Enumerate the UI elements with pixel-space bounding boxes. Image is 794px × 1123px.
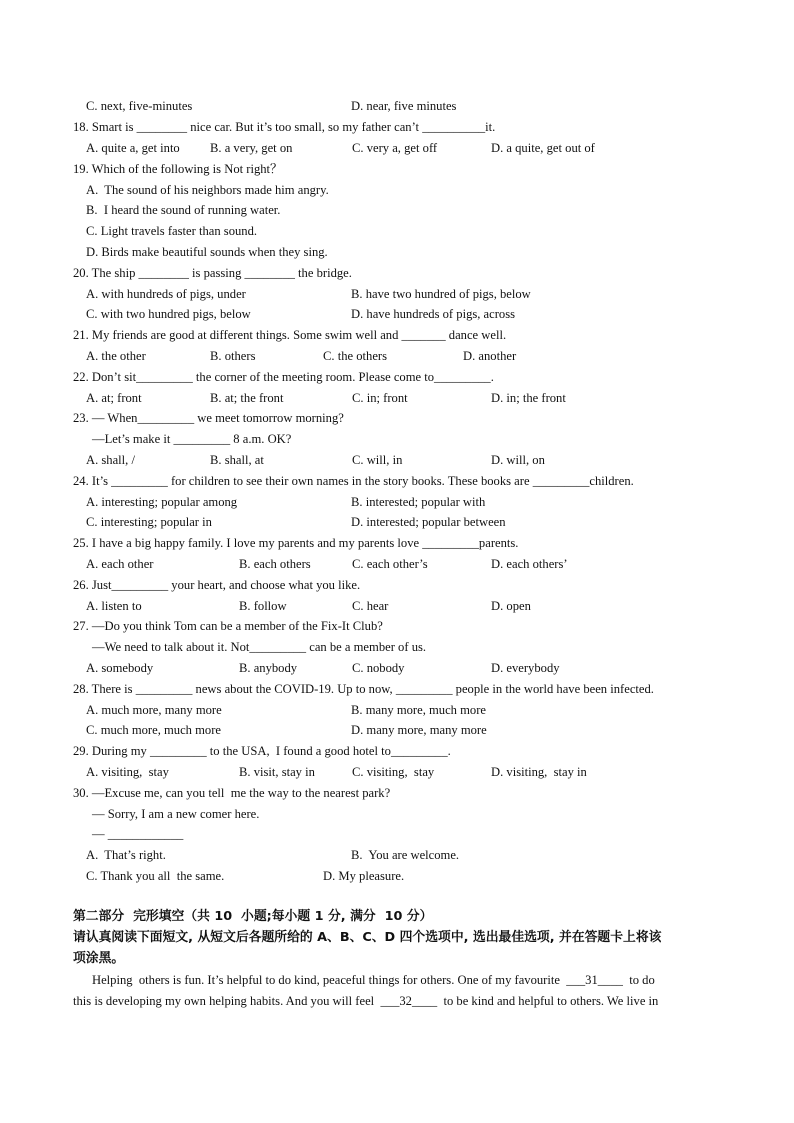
answer-option: A. with hundreds of pigs, under [86, 287, 246, 301]
answer-option: C. interesting; popular in [86, 515, 212, 529]
question-stem: 19. Which of the following is Not right？ [73, 162, 283, 176]
answer-option: A. each other [86, 557, 154, 571]
answer-option: B. a very, get on [210, 141, 293, 155]
question-stem: 22. Don’t sit_________ the corner of the meeting room. Please come to_________. [73, 370, 494, 384]
answer-option: A. interesting; popular among [86, 495, 238, 509]
answer-option: C. next, five-minutes [86, 99, 193, 113]
answer-option: A. somebody [86, 661, 154, 675]
blank-32: ___32____ [380, 994, 438, 1008]
question-stem: 27. —Do you think Tom can be a member of the Fix-It Club? [73, 619, 383, 633]
answer-option: B. each others [239, 557, 311, 571]
passage-text: Helping others is fun. It’s helpful to do kind, peaceful things for others. One of my favourite [92, 973, 567, 987]
answer-option: B. I heard the sound of running water. [86, 203, 281, 217]
answer-option: C. with two hundred pigs, below [86, 307, 251, 321]
question-stem: 21. My friends are good at different things. Some swim well and _______ dance well. [73, 328, 507, 342]
blank-31: ___31____ [566, 973, 623, 987]
answer-option: C. visiting, stay [352, 765, 435, 779]
answer-option: D. another [463, 349, 517, 363]
passage-text: to be kind and helpful to others. We live in [437, 994, 659, 1008]
answer-option: B. anybody [239, 661, 298, 675]
answer-option: C. nobody [352, 661, 405, 675]
answer-option: C. Light travels faster than sound. [86, 224, 258, 238]
question-stem: 18. Smart is ________ nice car. But it’s too small, so my father can’t __________it. [73, 120, 496, 134]
answer-option: D. My pleasure. [323, 869, 405, 883]
answer-option: C. Thank you all the same. [86, 869, 225, 883]
answer-option: A. shall, / [86, 453, 135, 467]
answer-option: A. quite a, get into [86, 141, 180, 155]
answer-option: D. near, five minutes [351, 99, 457, 113]
question-stem: 29. During my _________ to the USA, I found a good hotel to_________. [73, 744, 451, 758]
passage-line-1 [92, 972, 655, 988]
answer-option: D. everybody [491, 661, 560, 675]
answer-option: A. That’s right. [86, 848, 166, 862]
answer-option: C. hear [352, 599, 389, 613]
answer-option: C. much more, much more [86, 723, 222, 737]
passage-text: to do [622, 973, 655, 987]
answer-option: D. visiting, stay in [491, 765, 587, 779]
question-stem: 28. There is _________ news about the COVID-19. Up to now, _________ people in the world have been infected. [73, 682, 654, 696]
answer-option: A. The sound of his neighbors made him angry. [86, 183, 329, 197]
section-instruction-cont: 项涂黑。 [73, 951, 125, 966]
passage-text: this is developing my own helping habits. And you will feel [73, 994, 381, 1008]
answer-option: A. much more, many more [86, 703, 222, 717]
answer-option: D. have hundreds of pigs, across [351, 307, 516, 321]
answer-option: D. interested; popular between [351, 515, 506, 529]
answer-option: B. interested; popular with [351, 495, 486, 509]
answer-option: —Let’s make it _________ 8 a.m. OK? [92, 432, 292, 446]
answer-option: D. open [491, 599, 531, 613]
answer-option: B. many more, much more [351, 703, 487, 717]
question-stem: 25. I have a big happy family. I love my parents and my parents love _________parents. [73, 536, 519, 550]
answer-option: —We need to talk about it. Not_________ can be a member of us. [92, 640, 427, 654]
section-instruction: 请认真阅读下面短文, 从短文后各题所给的 A、B、C、D 四个选项中, 选出最佳选项, 并在答题卡上将该 [73, 930, 662, 945]
answer-option: D. will, on [491, 453, 545, 467]
answer-option: — ____________ [92, 827, 184, 841]
answer-option: D. many more, many more [351, 723, 487, 737]
answer-option: B. have two hundred of pigs, below [351, 287, 531, 301]
answer-option: A. listen to [86, 599, 142, 613]
answer-option: C. will, in [352, 453, 403, 467]
answer-option: — Sorry, I am a new comer here. [92, 807, 260, 821]
answer-option: C. in; front [352, 391, 408, 405]
passage-line-2 [73, 993, 658, 1009]
question-stem: 26. Just_________ your heart, and choose what you like. [73, 578, 361, 592]
answer-option: B. You are welcome. [351, 848, 460, 862]
answer-option: D. Birds make beautiful sounds when they sing. [86, 245, 328, 259]
answer-option: A. the other [86, 349, 146, 363]
answer-option: C. very a, get off [352, 141, 438, 155]
answer-option: B. others [210, 349, 256, 363]
answer-option: D. in; the front [491, 391, 566, 405]
answer-option: A. visiting, stay [86, 765, 169, 779]
answer-option: B. at; the front [210, 391, 284, 405]
answer-option: D. a quite, get out of [491, 141, 595, 155]
answer-option: C. the others [323, 349, 388, 363]
question-stem: 24. It’s _________ for children to see their own names in the story books. These books are _________children. [73, 474, 634, 488]
answer-option: B. shall, at [210, 453, 264, 467]
answer-option: C. each other’s [352, 557, 428, 571]
answer-option: D. each others’ [491, 557, 568, 571]
question-stem: 20. The ship ________ is passing ________ the bridge. [73, 266, 352, 280]
answer-option: B. follow [239, 599, 287, 613]
answer-option: B. visit, stay in [239, 765, 315, 779]
answer-option: A. at; front [86, 391, 142, 405]
section-title: 第二部分 完形填空（共 10 小题;每小题 1 分, 满分 10 分） [73, 909, 433, 924]
question-stem: 30. —Excuse me, can you tell me the way to the nearest park? [73, 786, 391, 800]
question-stem: 23. — When_________ we meet tomorrow morning? [73, 411, 344, 425]
